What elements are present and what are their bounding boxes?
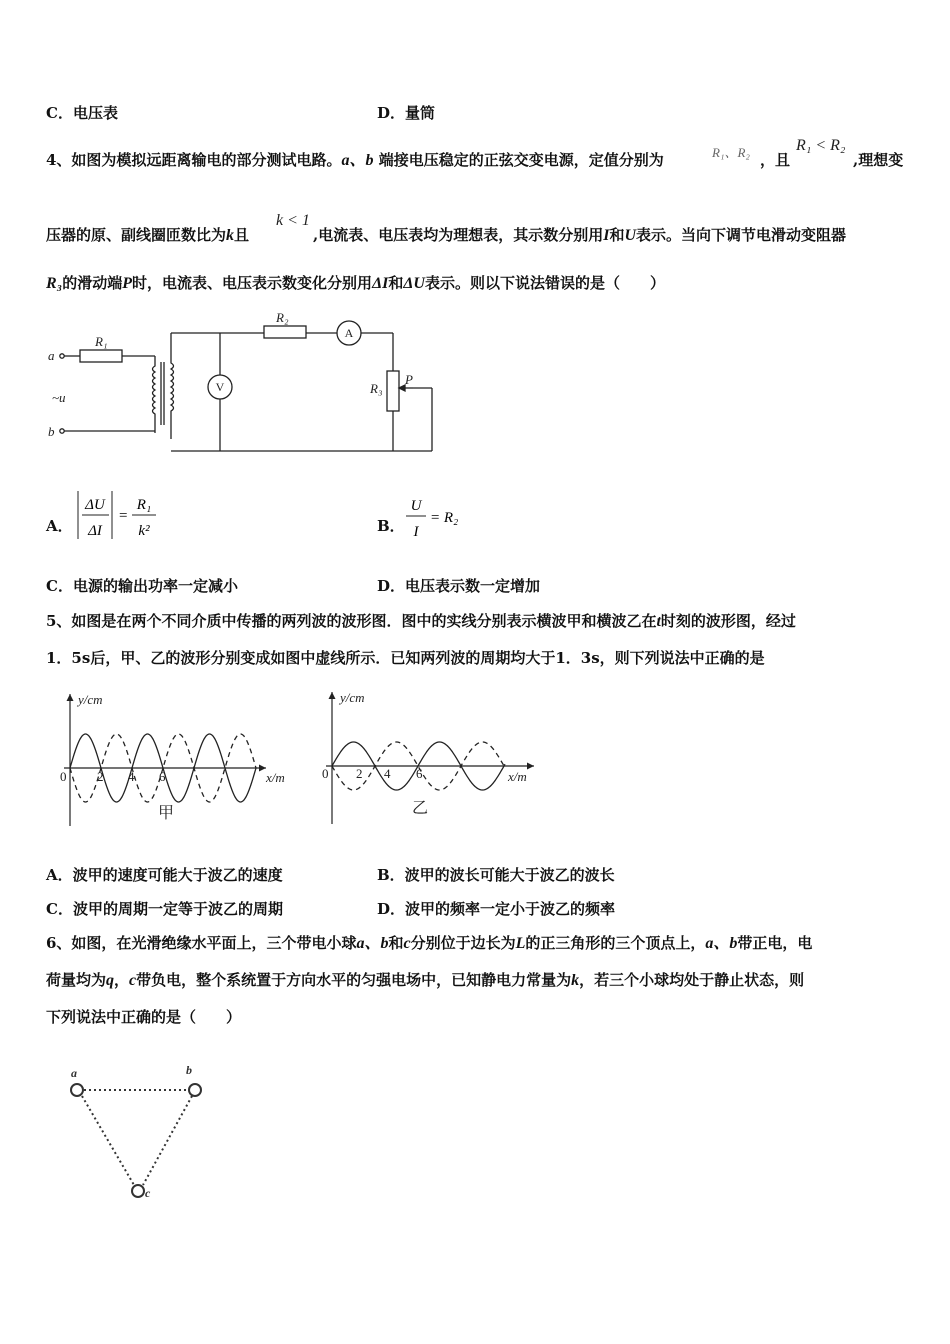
q5-option-d: D．波甲的频率一定小于波乙的频率 bbox=[377, 900, 616, 918]
svg-text:R₃: R₃ bbox=[370, 381, 383, 396]
q3-option-d: D．量筒 bbox=[377, 104, 436, 122]
svg-text:a: a bbox=[48, 348, 55, 363]
svg-text:2: 2 bbox=[97, 769, 104, 784]
q5-option-b: B．波甲的波长可能大于波乙的波长 bbox=[377, 866, 615, 884]
q4-condition: R₁ < R₂ bbox=[796, 137, 846, 154]
svg-text:2: 2 bbox=[356, 766, 363, 781]
q4-k-condition: k < 1 bbox=[276, 212, 310, 229]
svg-text:y/cm: y/cm bbox=[78, 692, 103, 707]
q4-r1-r2: R₁、R₂ bbox=[712, 145, 750, 160]
q5-stem-line2: 1．5s后，甲、乙的波形分别变成如图中虚线所示．已知两列波的周期均大于1．3s，则下列说法中正确的是 bbox=[46, 649, 765, 667]
q4-stem-line2b: ,电流表、电压表均为理想表，其示数分别用I和U表示。当向下调节电滑动变阻器 bbox=[313, 226, 847, 244]
q4-option-c: C．电源的输出功率一定减小 bbox=[46, 577, 238, 595]
q4-option-a-label: A． bbox=[46, 517, 73, 535]
q4-option-b-label: B． bbox=[377, 517, 405, 535]
svg-text:0: 0 bbox=[60, 769, 67, 784]
svg-text:R₁: R₁ bbox=[136, 497, 152, 513]
svg-text:R₂: R₂ bbox=[276, 310, 289, 325]
svg-text:y/cm: y/cm bbox=[340, 690, 365, 705]
q5-option-a: A．波甲的速度可能大于波乙的速度 bbox=[46, 866, 283, 884]
q4-stem-line3: R₃的滑动端P时，电流表、电压表示数变化分别用ΔI和ΔU表示。则以下说法错误的是（ ） bbox=[46, 274, 665, 292]
svg-text:b: b bbox=[48, 424, 55, 439]
svg-text:A: A bbox=[344, 326, 354, 340]
svg-text:a: a bbox=[71, 1066, 77, 1080]
q4-stem-line1: 4、如图为模拟远距离输电的部分测试电路。a、b 端接电压稳定的正弦交变电源，定值分别为 bbox=[46, 151, 664, 169]
ball-b bbox=[189, 1084, 201, 1096]
svg-text:x/m: x/m bbox=[266, 770, 285, 785]
svg-text:ΔU: ΔU bbox=[85, 497, 105, 513]
q5-stem-line1: 5、如图是在两个不同介质中传播的两列波的波形图．图中的实线分别表示横波甲和横波乙在t时刻的波形图，经过 bbox=[46, 612, 796, 630]
svg-text:ΔI: ΔI bbox=[88, 523, 102, 539]
svg-text:U: U bbox=[410, 498, 422, 514]
svg-text:R₁: R₁ bbox=[95, 334, 108, 349]
q4-option-d: D．电压表示数一定增加 bbox=[377, 577, 541, 595]
svg-text:V: V bbox=[215, 380, 225, 394]
q6-stem-line1: 6、如图，在光滑绝缘水平面上，三个带电小球a、b和c分别位于边长为L的正三角形的三个顶点上，a、b带正电，电 bbox=[46, 934, 813, 952]
svg-text:b: b bbox=[186, 1063, 192, 1077]
q6-stem-line2: 荷量均为q，c带负电，整个系统置于方向水平的匀强电场中，已知静电力常量为k，若三个小球均处于静止状态，则 bbox=[46, 971, 805, 989]
q4-stem-and: ，且 bbox=[760, 151, 791, 169]
svg-text:0: 0 bbox=[322, 766, 329, 781]
q4-stem-end1: ,理想变 bbox=[853, 151, 904, 169]
svg-text:~u: ~u bbox=[52, 390, 66, 405]
q6-stem-line3: 下列说法中正确的是（ ） bbox=[46, 1008, 242, 1026]
q4-stem-line2a: 压器的原、副线圈匝数比为k且 bbox=[46, 226, 250, 244]
q5-option-c: C．波甲的周期一定等于波乙的周期 bbox=[46, 900, 283, 918]
yi-caption: 乙 bbox=[412, 800, 429, 817]
svg-text:c: c bbox=[145, 1186, 151, 1200]
svg-text:=: = bbox=[119, 508, 128, 524]
svg-text:4: 4 bbox=[128, 769, 135, 784]
svg-text:I: I bbox=[413, 524, 419, 540]
svg-text:P: P bbox=[405, 372, 413, 387]
svg-text:x/m: x/m bbox=[508, 769, 527, 784]
svg-text:6: 6 bbox=[416, 766, 423, 781]
q3-option-c: C．电压表 bbox=[46, 104, 118, 122]
svg-text:4: 4 bbox=[384, 766, 391, 781]
ball-c bbox=[132, 1185, 144, 1197]
jia-caption: 甲 bbox=[158, 805, 175, 822]
ball-a bbox=[71, 1084, 83, 1096]
svg-text:= R₂: = R₂ bbox=[430, 510, 459, 526]
svg-text:k²: k² bbox=[138, 523, 150, 539]
svg-text:6: 6 bbox=[159, 769, 166, 784]
